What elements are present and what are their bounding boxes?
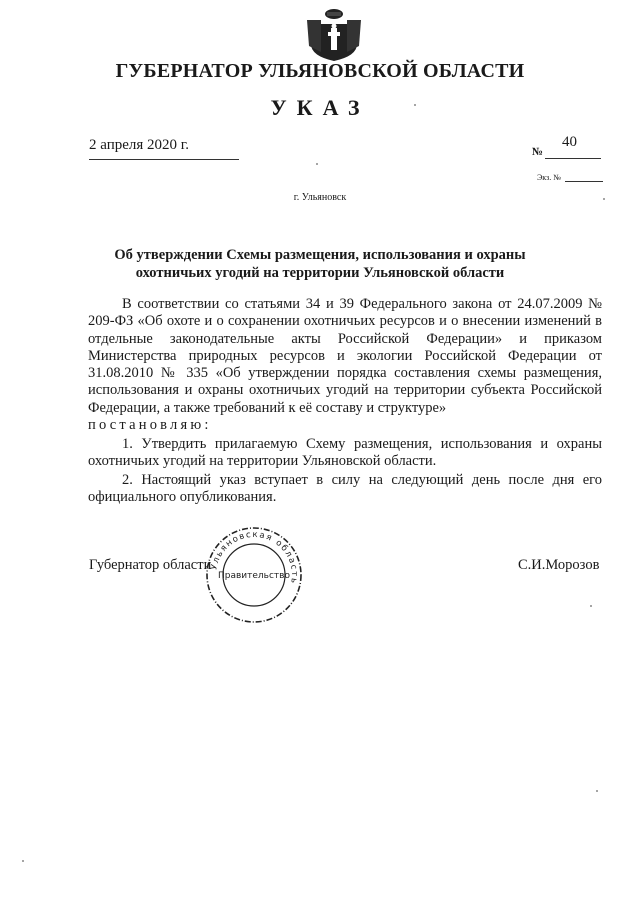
seal-center-text: Правительство	[218, 571, 290, 581]
scan-speck	[596, 790, 598, 792]
decree-word: постановляю:	[88, 417, 212, 434]
official-seal-icon	[201, 525, 307, 625]
scan-speck	[414, 104, 416, 106]
issuing-authority: ГУБЕРНАТОР УЛЬЯНОВСКОЙ ОБЛАСТИ	[115, 60, 525, 82]
copy-number-underline	[565, 181, 603, 182]
copy-number-label: Экз. №	[537, 173, 561, 182]
scan-speck	[316, 163, 318, 165]
document-title: Об утверждении Схемы размещения, использования и охраны охотничьих угодий на территории Ульяновской области	[114, 247, 526, 281]
seal-ring-text: Ульяновская область	[209, 529, 300, 586]
document-number: 40	[562, 134, 577, 150]
scan-speck	[22, 860, 24, 862]
intro-text: В соответствии со статьями 34 и 39 Федерального закона от 24.07.2009 № 209-ФЗ «Об охоте и о сохранении охотничьих ресурсов и о внесении изменений в отдельные законодательные акты Российской Федерации» и приказом Министерства природных ресурсов и экологии Российской Федерации от 31.08.2010 № 335 «Об утверждении порядка составления схемы размещения, использования и охраны охотничьих угодий на территории субъекта Российской Федерации, а также требований к её составу и структуре»	[88, 296, 602, 416]
document-type: УКАЗ	[270, 95, 370, 120]
scan-speck	[590, 605, 592, 607]
number-underline	[545, 158, 601, 159]
coat-of-arms-icon	[305, 8, 363, 62]
decree-item-2: 2. Настоящий указ вступает в силу на следующий день после дня его официального опубликования.	[88, 472, 602, 506]
signatory-name: С.И.Морозов	[518, 557, 600, 573]
scan-speck	[603, 198, 605, 200]
document-date: 2 апреля 2020 г.	[89, 137, 189, 153]
intro-paragraph	[88, 296, 602, 434]
signatory-role: Губернатор области	[89, 557, 212, 573]
decree-item-1: 1. Утвердить прилагаемую Схему размещения, использования и охраны охотничьих угодий на территории Ульяновской области.	[88, 436, 602, 470]
number-label: №	[532, 146, 544, 158]
place-of-issue: г. Ульяновск	[293, 192, 347, 203]
date-underline	[89, 159, 239, 160]
